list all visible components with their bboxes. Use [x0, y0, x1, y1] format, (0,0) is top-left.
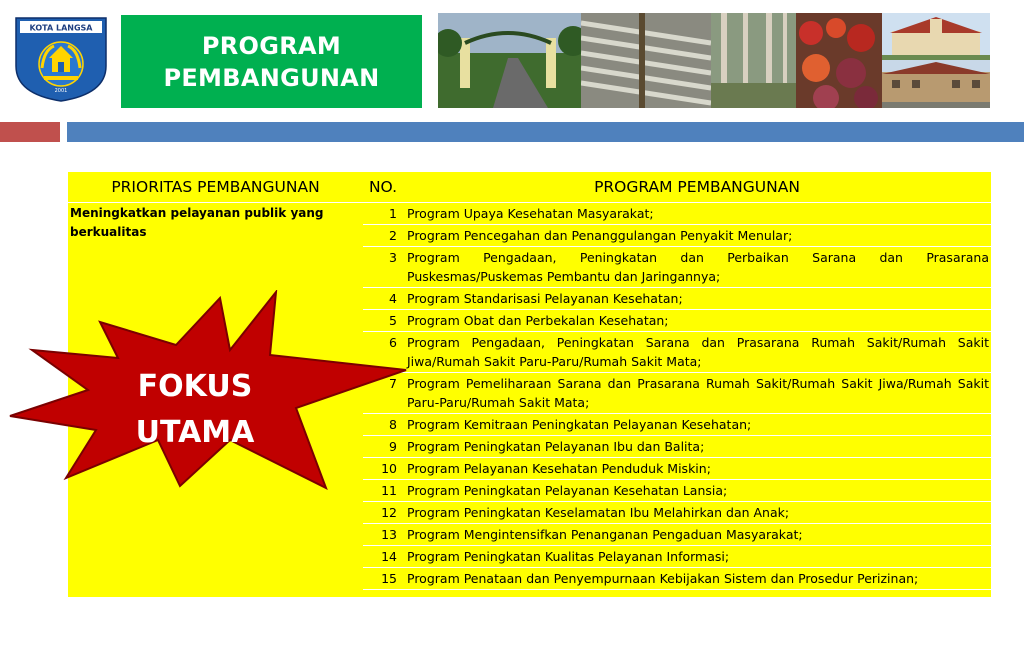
program-name: Program Pengadaan, Peningkatan Sarana dan Prasarana Rumah Sakit/Rumah Sakit Jiwa/Rumah Sakit Paru-Paru/Rumah Sakit Mata; — [403, 332, 991, 373]
photo-collage — [438, 13, 990, 108]
header-priority: PRIORITAS PEMBANGUNAN — [68, 172, 363, 203]
program-name: Program Pencegahan dan Penanggulangan Penyakit Menular; — [403, 225, 991, 247]
row-number: 15 — [363, 568, 403, 590]
photo-gate-road — [438, 13, 581, 108]
page-title — [121, 15, 422, 108]
row-number: 2 — [363, 225, 403, 247]
program-name: Program Mengintensifkan Penanganan Pengaduan Masyarakat; — [403, 524, 991, 546]
header-program: PROGRAM PEMBANGUNAN — [403, 172, 991, 203]
logo-year: 2001 — [54, 88, 68, 94]
photo-rubber-trees — [711, 13, 796, 108]
fokus-utama-starburst — [8, 290, 412, 490]
row-number: 3 — [363, 247, 403, 288]
photo-market-produce — [796, 13, 882, 108]
program-name: Program Peningkatan Kualitas Pelayanan Informasi; — [403, 546, 991, 568]
burst-line-2: UTAMA — [135, 415, 255, 450]
program-name: Program Obat dan Perbekalan Kesehatan; — [403, 310, 991, 332]
logo-label: KOTA LANGSA — [29, 23, 93, 33]
row-number: 4 — [363, 288, 403, 310]
program-name: Program Kemitraan Peningkatan Pelayanan Kesehatan; — [403, 414, 991, 436]
program-name: Program Pengadaan, Peningkatan dan Perbaikan Sarana dan Prasarana Puskesmas/Puskemas Pembantu dan Jaringannya; — [403, 247, 991, 288]
row-number: 13 — [363, 524, 403, 546]
row-number: 6 — [363, 332, 403, 373]
header-no: NO. — [363, 172, 403, 203]
program-name: Program Peningkatan Pelayanan Kesehatan Lansia; — [403, 480, 991, 502]
title-line-1: PROGRAM — [201, 31, 342, 60]
photo-city-hall — [882, 13, 990, 60]
program-name: Program Peningkatan Pelayanan Ibu dan Balita; — [403, 436, 991, 458]
row-number: 1 — [363, 203, 403, 225]
title-line-2: PEMBANGUNAN — [163, 63, 380, 92]
kota-langsa-logo — [14, 16, 108, 102]
accent-bar-blue — [67, 122, 1024, 142]
row-number: 8 — [363, 414, 403, 436]
row-number: 14 — [363, 546, 403, 568]
row-number: 9 — [363, 436, 403, 458]
row-number: 12 — [363, 502, 403, 524]
program-name: Program Penataan dan Penyempurnaan Kebijakan Sistem dan Prosedur Perizinan; — [403, 568, 991, 590]
table-row — [68, 203, 991, 225]
program-name: Program Pemeliharaan Sarana dan Prasarana Rumah Sakit/Rumah Sakit Jiwa/Rumah Sakit Paru-Paru/Rumah Sakit Mata; — [403, 373, 991, 414]
photo-buildings — [882, 60, 990, 108]
table-header-row — [68, 172, 991, 203]
row-number: 10 — [363, 458, 403, 480]
priority-cell: Meningkatkan pelayanan publik yang berkualitas — [70, 206, 324, 239]
program-name: Program Standarisasi Pelayanan Kesehatan; — [403, 288, 991, 310]
row-number: 11 — [363, 480, 403, 502]
photo-dried-fish — [581, 13, 711, 108]
program-name: Program Peningkatan Keselamatan Ibu Melahirkan dan Anak; — [403, 502, 991, 524]
accent-bar-red — [0, 122, 60, 142]
program-name: Program Upaya Kesehatan Masyarakat; — [403, 203, 991, 225]
row-number: 5 — [363, 310, 403, 332]
row-number: 7 — [363, 373, 403, 414]
burst-line-1: FOKUS — [137, 369, 253, 404]
program-name: Program Pelayanan Kesehatan Penduduk Miskin; — [403, 458, 991, 480]
